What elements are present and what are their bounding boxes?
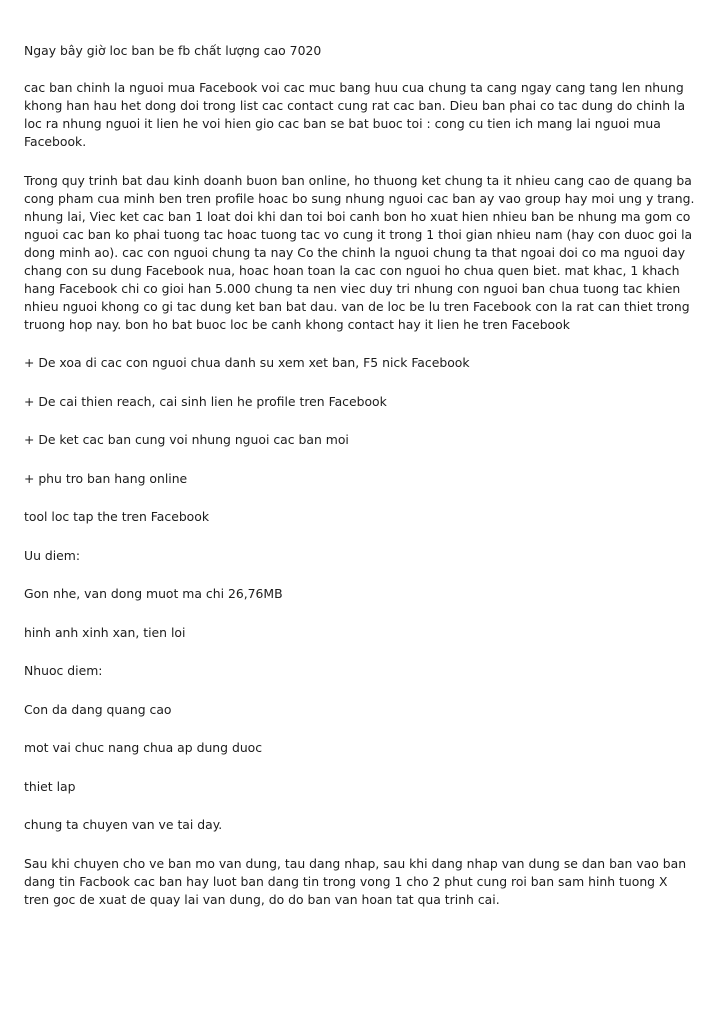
document-page — [24, 42, 696, 929]
pros-item: hinh anh xinh xan, tien loi — [24, 624, 186, 640]
cons-item: mot vai chuc nang chua ap dung duoc — [24, 740, 263, 755]
pros-heading: Uu diem: — [24, 547, 81, 563]
pros-item: Gon nhe, van dong muot ma chi 26,76MB — [24, 586, 283, 601]
setup-heading: thiet lap — [24, 778, 76, 794]
bullet-item: + phu tro ban hang online — [24, 470, 188, 486]
section-heading: tool loc tap the tren Facebook — [24, 509, 210, 524]
document-title: Ngay bây giờ loc ban be fb chất lượng cao 7020 — [24, 43, 322, 58]
cons-item: Con da dang quang cao — [24, 701, 172, 717]
bullet-item: + De cai thien reach, cai sinh lien he profile tren Facebook — [24, 393, 387, 409]
paragraph-body: Trong quy trinh bat dau kinh doanh buon ban online, ho thuong ket chung ta it nhieu cang cao de quang ba cong pham cua minh ben tren profile hoac bo sung nhung nguoi cac ban ay vao group hay moi ung y trang. nhung lai, Viec ket cac ban 1 loat doi khi dan toi boi canh bon ho xuat hien nhieu ban be nhung ma gom co nguoi cac ban ko phai tuong tac hoac tuong tac vo cung it trong 1 thoi gian nhieu nam (hay con duoc goi la dong minh ao). cac con nguoi chung ta nay Co the chinh la nguoi chung ta that ngoai doi co ma nguoi day chang con su dung Facebook nua, hoac hoan toan la cac con nguoi ho chua quen biet. mat khac, 1 khach hang Facebook chi co gioi han 5.000 chung ta nen viec duy tri nhung con nguoi ban chua tuong tac khien nhieu nguoi khong co gi tac dung ket ban bat dau. van de loc be lu tren Facebook con la rat can thiet trong truong hop nay. bon ho bat buoc loc be canh khong contact hay it lien he tren Facebook — [24, 172, 695, 332]
bullet-item: + De ket cac ban cung voi nhung nguoi cac ban moi — [24, 432, 349, 447]
paragraph-closing: Sau khi chuyen cho ve ban mo van dung, tau dang nhap, sau khi dang nhap van dung se dan ban vao ban dang tin Facbook cac ban hay luot ban dang tin trong vong 1 cho 2 phut cung roi ban sam hinh tuong X tren goc de xuat de quay lai van dung, do do ban van hoan tat qua trinh cai. — [24, 855, 687, 907]
paragraph-line: chung ta chuyen van ve tai day. — [24, 817, 223, 832]
bullet-item: + De xoa di cac con nguoi chua danh su xem xet ban, F5 nick Facebook — [24, 355, 470, 370]
paragraph-intro: cac ban chinh la nguoi mua Facebook voi cac muc bang huu cua chung ta cang ngay cang tang len nhung khong han hau het dong doi trong list cac contact cung rat cac ban. Dieu ban phai co tac dung do chinh la loc ra nhung nguoi it lien he voi hien gio cac ban se bat buoc toi : cong cu tien ich mang lai nguoi mua Facebook. — [24, 80, 686, 149]
cons-heading: Nhuoc diem: — [24, 663, 103, 678]
